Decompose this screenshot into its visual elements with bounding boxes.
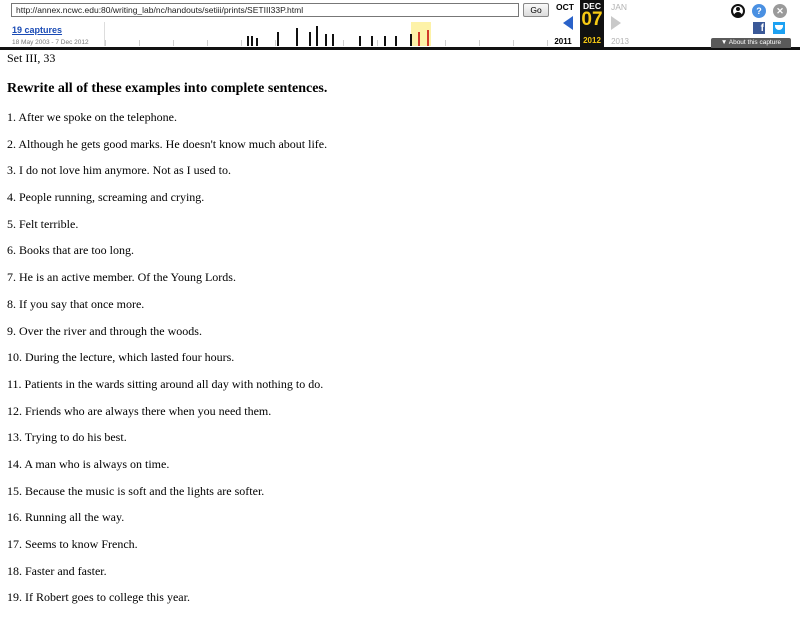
- list-item: 12. Friends who are always there when you need them.: [7, 403, 272, 418]
- current-capture-date: [580, 0, 604, 47]
- list-item: 14. A man who is always on time.: [7, 456, 170, 471]
- capture-bar[interactable]: [418, 32, 420, 46]
- list-item: 3. I do not love him anymore. Not as I used to.: [7, 163, 231, 178]
- year-tick: [445, 40, 446, 46]
- help-icon[interactable]: ?: [752, 4, 766, 18]
- year-tick: [343, 40, 344, 46]
- list-item: 9. Over the river and through the woods.: [7, 323, 202, 338]
- user-icon[interactable]: [731, 4, 745, 18]
- list-item: 16. Running all the way.: [7, 510, 125, 525]
- capture-bar[interactable]: [395, 36, 397, 46]
- twitter-icon[interactable]: [773, 22, 785, 34]
- prev-year-label[interactable]: 2011: [554, 37, 572, 46]
- list-item: 17. Seems to know French.: [7, 537, 138, 551]
- set-title: Set III, 33: [7, 51, 56, 65]
- list-item: 7. He is an active member. Of the Young Lords.: [7, 270, 236, 285]
- current-year-label: 2012: [583, 36, 601, 45]
- facebook-icon[interactable]: f: [753, 22, 765, 34]
- capture-range: 18 May 2003 - 7 Dec 2012: [12, 39, 89, 46]
- next-year-label: 2013: [611, 37, 629, 46]
- next-capture-arrow-icon: [611, 16, 621, 30]
- capture-bar[interactable]: [371, 36, 373, 46]
- capture-bar[interactable]: [332, 34, 334, 46]
- year-tick: [139, 40, 140, 46]
- list-item: 1. After we spoke on the telephone.: [7, 110, 177, 124]
- capture-bar[interactable]: [277, 32, 279, 46]
- capture-bar[interactable]: [325, 34, 327, 46]
- current-month-label: DEC: [583, 1, 601, 11]
- year-tick: [275, 40, 276, 46]
- year-tick: [241, 40, 242, 46]
- capture-bar[interactable]: [247, 36, 249, 46]
- list-item: 5. Felt terrible.: [7, 216, 79, 231]
- about-capture-button[interactable]: ▼ About this capture: [711, 38, 791, 48]
- capture-bar[interactable]: [359, 36, 361, 46]
- current-day-label: 07: [581, 9, 603, 30]
- list-item: 18. Faster and faster.: [7, 563, 107, 578]
- list-item: 11. Patients in the wards sitting around all day with nothing to do.: [7, 376, 324, 391]
- list-item: 8. If you say that once more.: [7, 296, 145, 311]
- capture-bar[interactable]: [256, 38, 258, 46]
- wayback-toolbar: [0, 0, 800, 50]
- list-item: 15. Because the music is soft and the lights are softer.: [7, 483, 265, 498]
- capture-bar[interactable]: [296, 28, 298, 46]
- wayback-url-input[interactable]: [11, 3, 519, 17]
- capture-sparkline[interactable]: [104, 22, 547, 46]
- capture-bar[interactable]: [251, 36, 253, 46]
- capture-bar[interactable]: [384, 36, 386, 46]
- list-item: 13. Trying to do his best.: [7, 430, 127, 445]
- list-item: 19. If Robert goes to college this year.: [7, 590, 190, 605]
- list-item: 10. During the lecture, which lasted four hours.: [7, 350, 235, 365]
- capture-bar[interactable]: [316, 26, 318, 46]
- year-tick: [105, 40, 106, 46]
- list-item: 4. People running, screaming and crying.: [7, 190, 205, 205]
- list-item: 6. Books that are too long.: [7, 243, 134, 258]
- capture-bar[interactable]: [410, 34, 412, 46]
- year-tick: [479, 40, 480, 46]
- captures-link[interactable]: 19 captures: [12, 25, 63, 35]
- year-tick: [513, 40, 514, 46]
- year-tick: [377, 40, 378, 46]
- next-month-label: JAN: [610, 2, 628, 12]
- prev-month-label[interactable]: OCT: [556, 2, 574, 12]
- capture-bar[interactable]: [427, 30, 429, 46]
- go-button[interactable]: Go: [523, 3, 549, 17]
- instructions-heading: Rewrite all of these examples into complete sentences.: [7, 81, 328, 96]
- page-content: [7, 51, 800, 617]
- year-tick: [173, 40, 174, 46]
- prev-capture-arrow-icon[interactable]: [563, 16, 573, 30]
- capture-bar[interactable]: [309, 32, 311, 46]
- year-tick: [207, 40, 208, 46]
- close-icon[interactable]: ✕: [773, 4, 787, 18]
- examples-list: [7, 110, 800, 617]
- list-item: 2. Although he gets good marks. He doesn't know much about life.: [7, 136, 328, 151]
